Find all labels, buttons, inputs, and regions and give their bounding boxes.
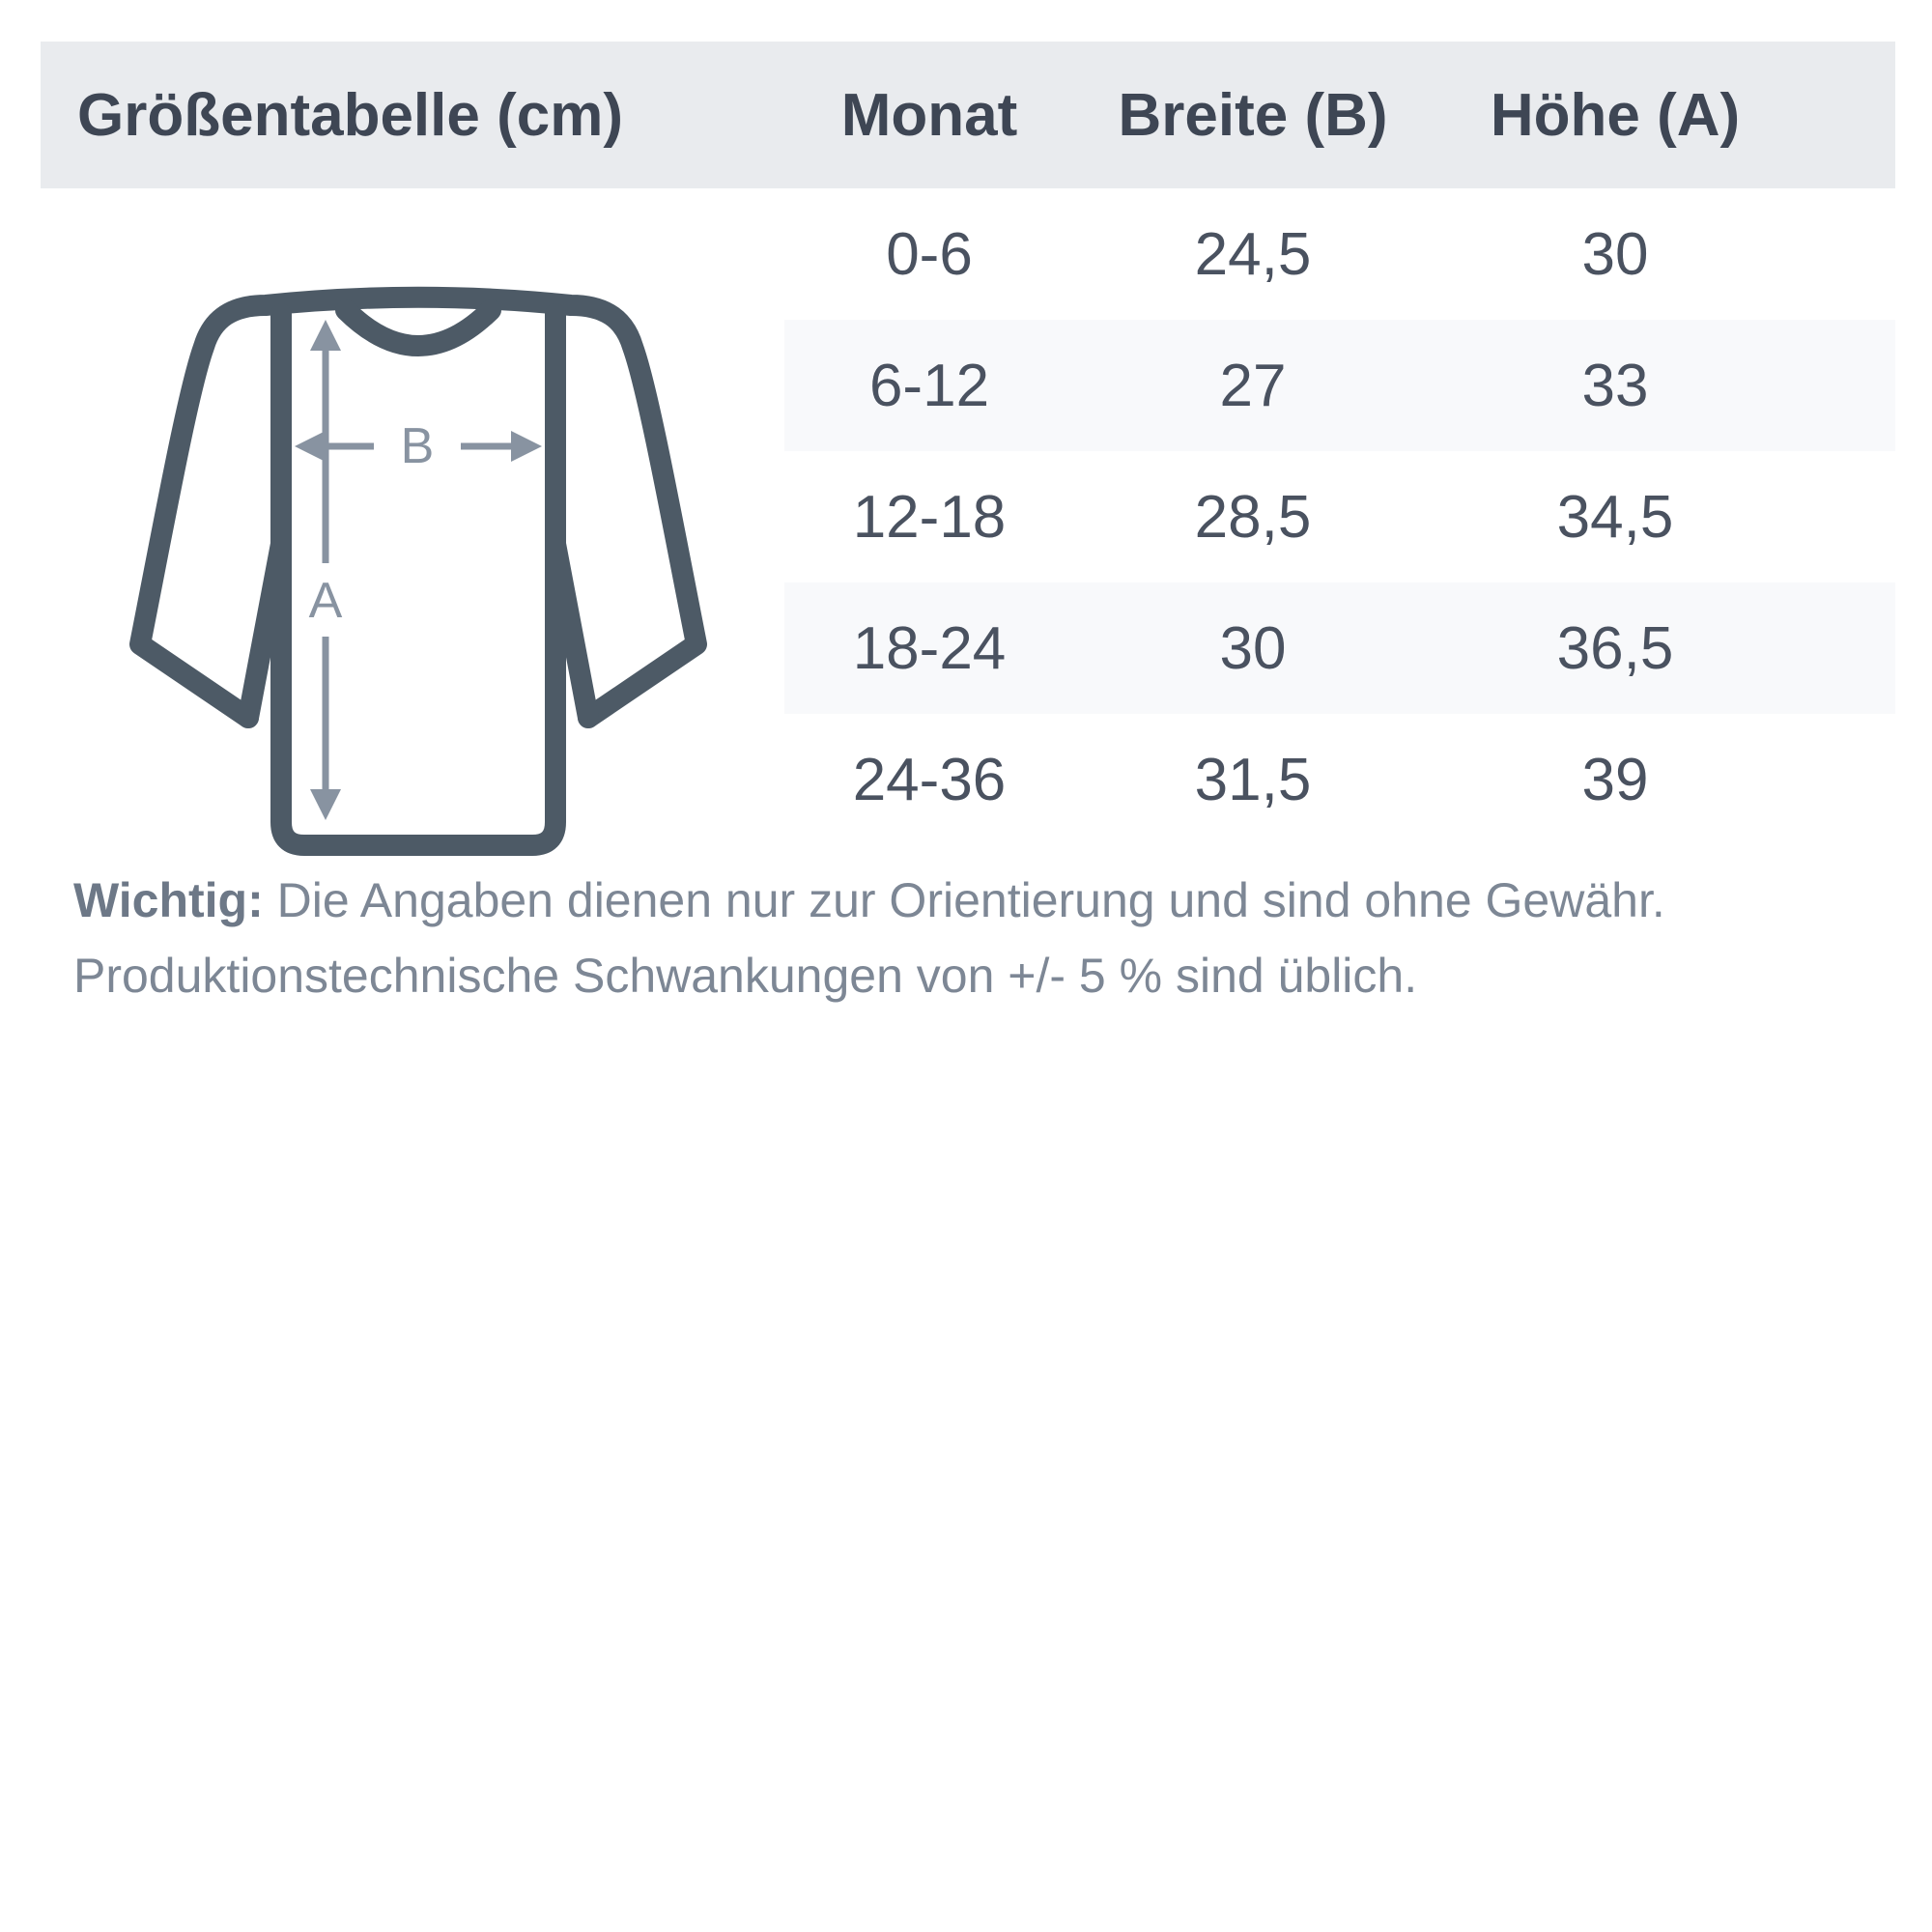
- disclaimer-lead: Wichtig:: [73, 873, 264, 927]
- disclaimer-line-2: Produktionstechnische Schwankungen von +/- 5 % sind üblich.: [73, 949, 1418, 1003]
- table-row-cell-hoehe: 36,5: [1432, 582, 1895, 714]
- table-row-cell-breite: 28,5: [1194, 483, 1312, 551]
- table-row-cell-breite: 31,5: [1194, 746, 1312, 813]
- disclaimer-line-1: [73, 863, 1870, 938]
- height-label: A: [308, 573, 343, 629]
- column-header-hoehe: Höhe (A): [1432, 42, 1895, 188]
- table-row-cell-hoehe: 39: [1581, 746, 1649, 813]
- table-row-cell-breite: 24,5: [1194, 220, 1312, 288]
- column-header-monat: Monat: [784, 42, 1074, 188]
- column-header-breite: Breite (B): [1074, 42, 1432, 188]
- disclaimer-note: [73, 863, 1870, 1013]
- table-row-cell-hoehe: 33: [1432, 320, 1895, 451]
- table-row-cell-monat: 6-12: [784, 320, 1074, 451]
- table-row-cell-breite: 30: [1074, 582, 1432, 714]
- disclaimer-text-1: Die Angaben dienen nur zur Orientierung und sind ohne Gewähr.: [276, 873, 1665, 927]
- table-row-cell-hoehe: 34,5: [1556, 483, 1674, 551]
- tshirt-measurement-diagram: [82, 285, 710, 869]
- table-row-cell-monat: 24-36: [852, 746, 1007, 813]
- table-row-cell-monat: 18-24: [784, 582, 1074, 714]
- table-title: Größentabelle (cm): [41, 42, 784, 188]
- height-arrow: [310, 320, 341, 820]
- table-row-cell-hoehe: 30: [1581, 220, 1649, 288]
- width-label: B: [400, 418, 435, 474]
- table-row-cell-breite: 27: [1074, 320, 1432, 451]
- tshirt-outline-icon: [82, 285, 710, 869]
- table-row-cell-monat: 12-18: [852, 483, 1007, 551]
- table-row-cell-monat: 0-6: [886, 220, 973, 288]
